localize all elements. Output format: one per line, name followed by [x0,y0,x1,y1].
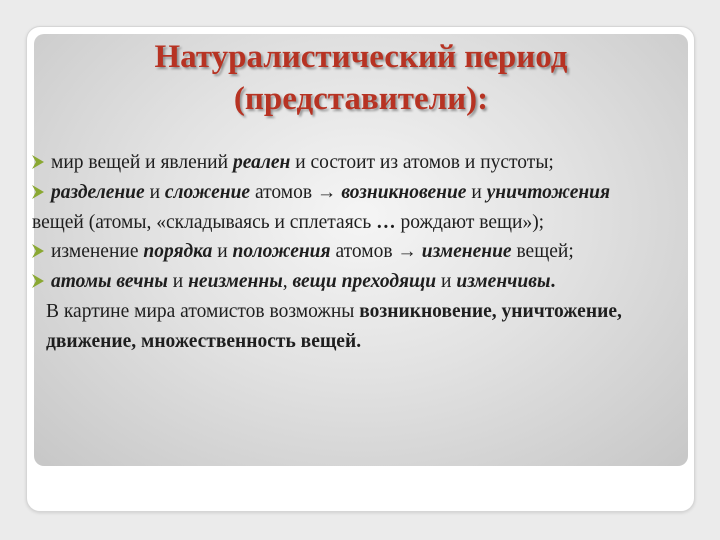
slide-title [34,36,688,120]
title-line-2: (представители): [233,81,489,117]
arrowhead-bullet-icon [31,185,44,199]
closing-paragraph [32,297,632,357]
closing-text: В картине мира атомистов возможны [46,300,360,322]
bullet-2-text-5: рождают вещи»); [395,211,545,233]
bullet-item-2 [32,178,632,238]
arrowhead-bullet-icon [31,274,44,288]
bullet-3-emphasis-1: порядка [143,241,213,263]
bullet-item-4 [32,267,632,297]
bullet-3-text-4: вещей; [511,241,574,263]
bullet-1-text-1: мир вещей и явлений [51,152,233,173]
bullet-item-1 [32,148,632,178]
arrowhead-bullet-icon [31,155,44,169]
bullet-4-emphasis-3: вещи преходящи [292,271,437,293]
bullet-3-emphasis-2: положения [232,241,331,263]
arrowhead-bullet-icon [31,244,44,258]
bullet-4-emphasis-1: атомы вечны [51,271,168,293]
title-line-1: Натуралистический период [154,39,568,75]
bullet-2-emphasis-2: сложение [164,181,251,203]
bullet-4-emphasis-2: неизменны [188,271,283,293]
bullet-2-text-1: и [144,181,165,203]
closing-emphasis: возникновение, уничтожение, движение, множественность вещей. [46,300,622,352]
bullet-4-text-2: , [282,271,293,293]
bullet-3-text-1: изменение [51,241,144,263]
bullet-1-emphasis-1: реален [232,152,291,173]
bullet-2-text-4: вещей (атомы, «складываясь и сплетаясь [32,211,377,233]
bullet-item-3 [32,237,632,267]
bullet-2-text-3: и [466,181,487,203]
bullet-3-text-3: атомов → [330,241,422,263]
bullet-4-text-3: и [436,271,457,293]
bullet-4-text-1: и [167,271,189,293]
bullet-2-text-2: атомов → [250,181,342,203]
bullet-4-period: . [550,271,556,293]
bullet-2-emphasis-1: разделение [51,181,145,203]
bullet-2-emphasis-4: уничтожения [486,181,611,203]
bullet-4-emphasis-4: изменчивы [456,271,551,293]
bullet-1-text-2: и состоит из атомов и пустоты; [290,152,554,173]
bullet-2-ellipsis: … [376,211,396,233]
bullet-3-emphasis-3: изменение [421,241,512,263]
bullet-2-emphasis-3: возникновение [341,181,467,203]
slide-body [32,148,632,357]
bullet-3-text-2: и [212,241,233,263]
